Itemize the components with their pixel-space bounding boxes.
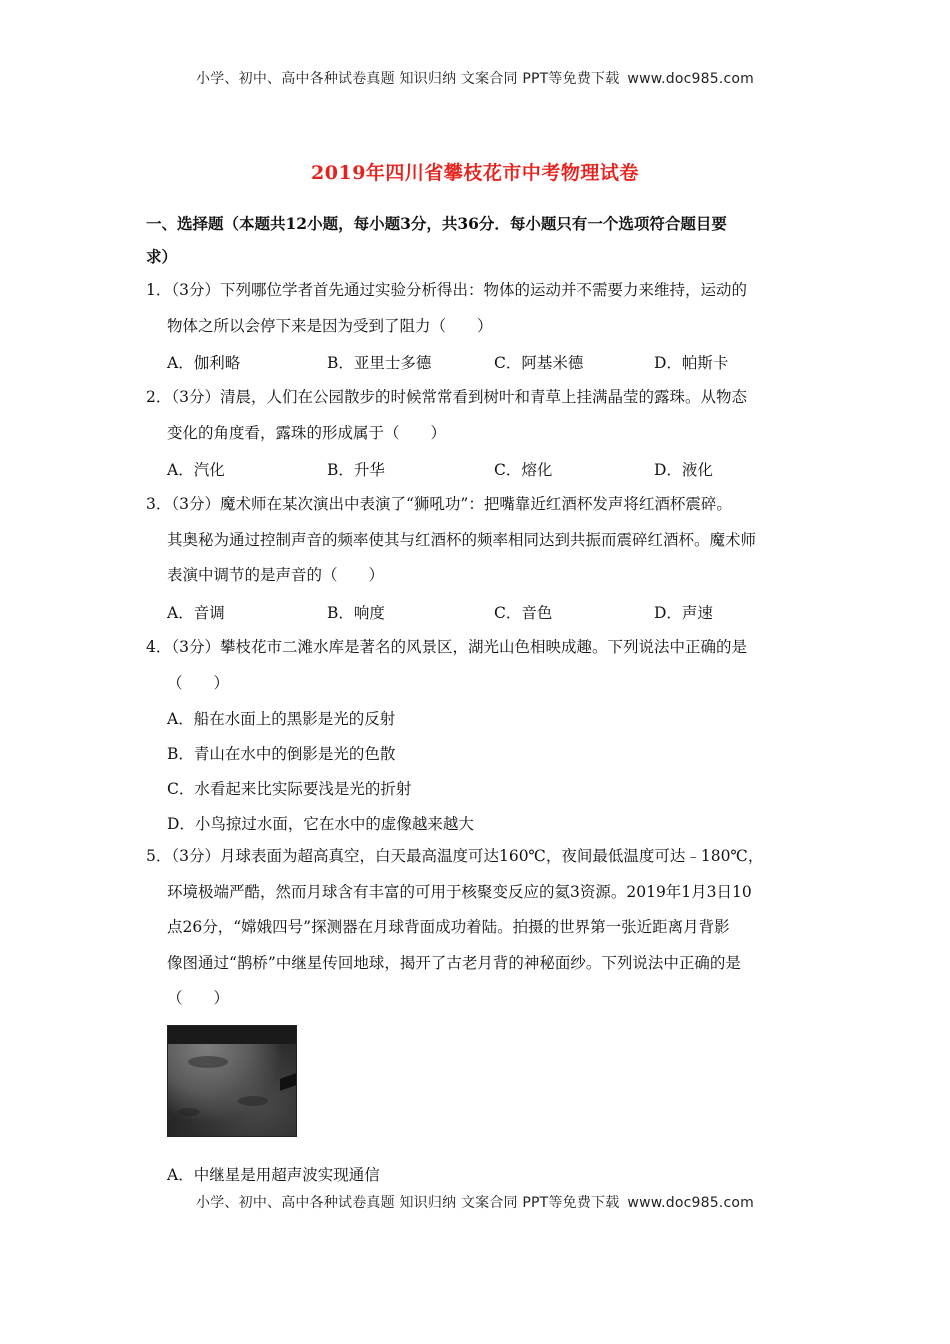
question-5-line-3: 点26分，“嫦娥四号”探测器在月球背面成功着陆。拍摄的世界第一张近距离月背影	[167, 918, 730, 936]
question-4-option-b: B．青山在水中的倒影是光的色散	[167, 745, 396, 763]
question-5	[146, 839, 816, 1017]
section-heading-line-2: 求）	[146, 247, 178, 266]
question-5-line-1: 5．（3分）月球表面为超高真空，白天最高温度可达160℃，夜间最低温度可达﹣180℃，	[146, 847, 764, 865]
section-heading-line-1: 一、选择题（本题共12小题，每小题3分，共36分．每小题只有一个选项符合题目要	[146, 214, 727, 233]
question-3-option-d: D．声速	[654, 604, 713, 622]
question-3-option-b: B．响度	[327, 604, 385, 622]
question-5-line-5: （ ）	[167, 989, 230, 1007]
question-5-line-4: 像图通过“鹊桥”中继星传回地球，揭开了古老月背的神秘面纱。下列说法中正确的是	[167, 953, 741, 972]
question-2-line-2: 变化的角度看，露珠的形成属于（ ）	[167, 423, 447, 442]
moon-sky-band	[168, 1026, 296, 1044]
footer-text: 小学、初中、高中各种试卷真题 知识归纳 文案合同 PPT等免费下载	[196, 1195, 620, 1211]
question-4-line-1: 4．（3分）攀枝花市二滩水库是著名的风景区，湖光山色相映成趣。下列说法中正确的是	[146, 638, 747, 656]
question-4	[146, 630, 816, 701]
question-1-option-a: A．伽利略	[167, 354, 241, 372]
question-1-option-b: B．亚里士多德	[327, 354, 432, 372]
page-header	[0, 68, 950, 88]
question-4-line-2: （ ）	[167, 673, 230, 692]
question-3-line-1: 3．（3分）魔术师在某次演出中表演了“狮吼功”：把嘴靠近红酒杯发声将红酒杯震碎。	[146, 495, 732, 513]
question-3-option-c: C．音色	[494, 604, 553, 622]
question-1	[146, 273, 816, 344]
moon-crater	[238, 1096, 268, 1106]
header-text: 小学、初中、高中各种试卷真题 知识归纳 文案合同 PPT等免费下载	[196, 71, 620, 87]
section-heading	[146, 207, 816, 273]
question-2-option-c: C．熔化	[494, 461, 553, 479]
footer-site-link[interactable]: www.doc985.com	[627, 1195, 754, 1211]
question-2-option-a: A．汽化	[167, 461, 225, 479]
question-2-option-b: B．升华	[327, 461, 385, 479]
question-2	[146, 380, 816, 451]
document-title: 2019年四川省攀枝花市中考物理试卷	[311, 162, 639, 184]
question-1-line-1: 1．（3分）下列哪位学者首先通过实验分析得出：物体的运动并不需要力来维持，运动的	[146, 281, 747, 299]
moon-crater	[188, 1056, 228, 1068]
question-3-line-2: 其奥秘为通过控制声音的频率使其与红酒杯的频率相同达到共振而震碎红酒杯。魔术师	[167, 530, 757, 549]
page-footer	[0, 1192, 950, 1212]
question-4-option-a: A．船在水面上的黑影是光的反射	[167, 710, 396, 728]
question-5-option-a: A．中继星是用超声波实现通信	[167, 1166, 380, 1184]
question-1-option-d: D．帕斯卡	[654, 354, 729, 372]
moon-surface-image	[167, 1025, 297, 1137]
question-1-line-2: 物体之所以会停下来是因为受到了阻力（ ）	[167, 316, 493, 335]
question-1-option-c: C．阿基米德	[494, 354, 584, 372]
question-4-option-c: C．水看起来比实际要浅是光的折射	[167, 780, 412, 798]
question-5-line-2: 环境极端严酷，然而月球含有丰富的可用于核聚变反应的氦3资源。2019年1月3日10	[167, 882, 752, 901]
question-2-option-d: D．液化	[654, 461, 713, 479]
question-2-line-1: 2．（3分）清晨，人们在公园散步的时候常常看到树叶和青草上挂满晶莹的露珠。从物态	[146, 388, 747, 406]
header-site-link[interactable]: www.doc985.com	[627, 71, 754, 87]
rover-part-icon	[280, 1073, 296, 1091]
question-4-option-d: D．小鸟掠过水面，它在水中的虚像越来越大	[167, 815, 474, 833]
moon-crater	[178, 1108, 200, 1116]
question-3	[146, 487, 816, 594]
question-3-option-a: A．音调	[167, 604, 225, 622]
question-3-line-3: 表演中调节的是声音的（ ）	[167, 566, 385, 584]
